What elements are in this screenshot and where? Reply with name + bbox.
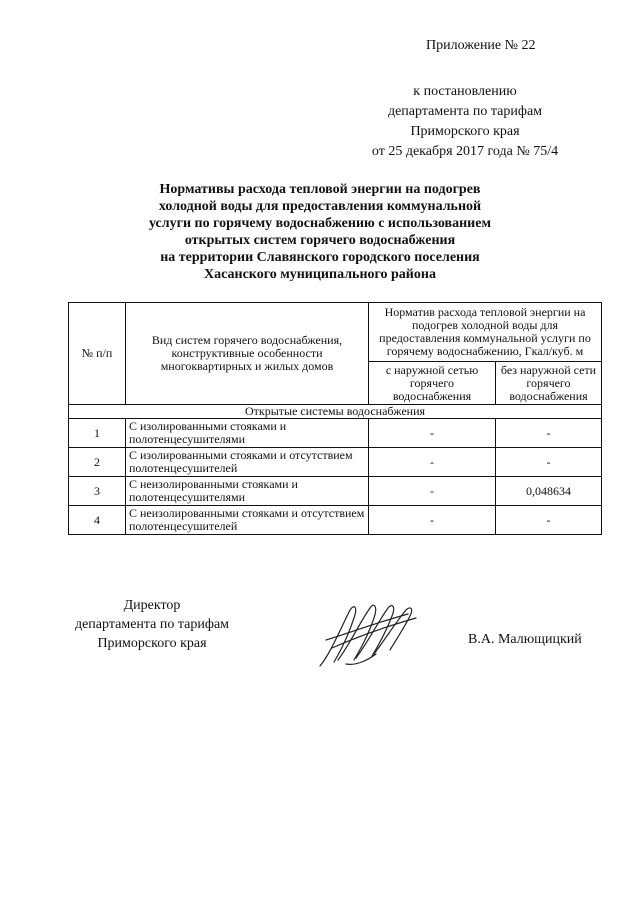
decree-line: Приморского края [410,124,520,139]
decree-reference [350,82,580,162]
section-label: Открытые системы водоснабжения [69,405,602,419]
handwritten-signature [316,600,426,670]
decree-line: департамента по тарифам [387,104,543,119]
row-without-network: - [496,506,602,535]
table-row [69,477,602,506]
row-with-network: - [369,419,496,448]
header-norm: Норматив расхода тепловой энергии на подогрев холодной воды для предоставления коммунальной услуги по горячему водоснабжению, Гкал/куб. м [369,303,602,362]
signatory-position [62,596,242,653]
row-with-network: - [369,506,496,535]
table-row [69,448,602,477]
title-line: Нормативы расхода тепловой энергии на подогрев [159,182,481,197]
decree-line: от 25 декабря 2017 года № 75/4 [371,144,559,159]
header-system-type: Вид систем горячего водоснабжения, конструктивные особенности многоквартирных и жилых домов [126,303,369,405]
position-line: департамента по тарифам [74,617,230,632]
title-line: открытых систем горячего водоснабжения [184,233,456,248]
title-line: холодной воды для предоставления коммунальной [158,199,482,214]
appendix-number: Приложение № 22 [426,38,536,53]
row-with-network: - [369,448,496,477]
section-row [69,405,602,419]
row-without-network: - [496,419,602,448]
table-row [69,419,602,448]
table-row [69,506,602,535]
header-with-network: с наружной сетью горячего водоснабжения [369,362,496,405]
signer-name: В.А. Малющицкий [468,632,582,647]
row-num: 4 [69,506,126,535]
row-system-type: С изолированными стояками и отсутствием полотенцесушителей [126,448,369,477]
table-header-row [69,303,602,362]
position-line: Директор [123,598,181,613]
position-line: Приморского края [97,636,207,651]
row-num: 1 [69,419,126,448]
title-line: Хасанского муниципального района [204,267,436,282]
row-num: 2 [69,448,126,477]
decree-line: к постановлению [413,84,517,99]
row-with-network: - [369,477,496,506]
document-title [100,181,540,283]
row-without-network: - [496,448,602,477]
title-line: на территории Славянского городского поселения [160,250,480,265]
row-without-network: 0,048634 [496,477,602,506]
row-system-type: С неизолированными стояками и отсутствием полотенцесушителей [126,506,369,535]
header-num: № п/п [69,303,126,405]
row-system-type: С неизолированными стояками и полотенцесушителями [126,477,369,506]
header-without-network: без наружной сети горячего водоснабжения [496,362,602,405]
title-line: услуги по горячему водоснабжению с использованием [148,216,491,231]
row-system-type: С изолированными стояками и полотенцесушителями [126,419,369,448]
row-num: 3 [69,477,126,506]
norms-table [68,302,602,535]
